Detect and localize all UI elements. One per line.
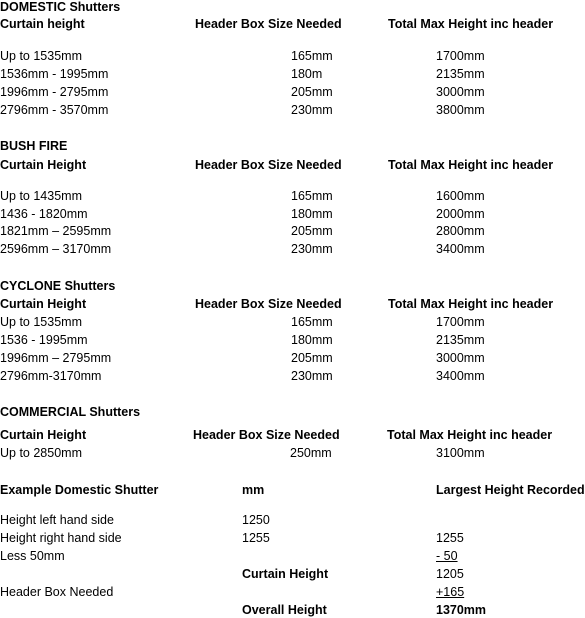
commercial-title: COMMERCIAL Shutters xyxy=(0,405,141,419)
bushfire-row-2-total: 2000mm xyxy=(436,207,485,221)
example-less-value: - 50 xyxy=(436,549,458,563)
domestic-title: DOMESTIC Shutters xyxy=(0,0,121,14)
bushfire-row-3-curtain: 1821mm – 2595mm xyxy=(0,224,112,238)
bushfire-header-box: Header Box Size Needed xyxy=(195,158,342,172)
cyclone-header-curtain: Curtain Height xyxy=(0,297,87,311)
cyclone-row-4-box: 230mm xyxy=(291,369,333,383)
example-curtain-label: Curtain Height xyxy=(242,567,329,581)
bushfire-row-1-curtain: Up to 1435mm xyxy=(0,189,82,203)
bushfire-row-3-box: 205mm xyxy=(291,224,333,238)
bushfire-row-4-box: 230mm xyxy=(291,242,333,256)
domestic-row-4-curtain: 2796mm - 3570mm xyxy=(0,103,109,117)
cyclone-row-2-box: 180mm xyxy=(291,333,333,347)
domestic-row-4-box: 230mm xyxy=(291,103,333,117)
example-header-mm: mm xyxy=(242,483,265,497)
domestic-row-2-box: 180m xyxy=(291,67,323,81)
cyclone-header-total: Total Max Height inc header xyxy=(388,297,554,311)
commercial-row-1-box: 250mm xyxy=(290,446,332,460)
bushfire-row-3-total: 2800mm xyxy=(436,224,485,238)
cyclone-row-4-total: 3400mm xyxy=(436,369,485,383)
bushfire-header-curtain: Curtain Height xyxy=(0,158,87,172)
domestic-row-4-total: 3800mm xyxy=(436,103,485,117)
cyclone-row-1-curtain: Up to 1535mm xyxy=(0,315,82,329)
domestic-row-1-box: 165mm xyxy=(291,49,333,63)
example-curtain-value: 1205 xyxy=(436,567,464,581)
bushfire-row-2-curtain: 1436 - 1820mm xyxy=(0,207,88,221)
example-height-right-recorded: 1255 xyxy=(436,531,464,545)
domestic-header-box: Header Box Size Needed xyxy=(195,17,342,31)
domestic-row-1-curtain: Up to 1535mm xyxy=(0,49,82,63)
cyclone-row-3-box: 205mm xyxy=(291,351,333,365)
commercial-header-total: Total Max Height inc header xyxy=(387,428,553,442)
bushfire-title: BUSH FIRE xyxy=(0,139,68,153)
cyclone-row-3-total: 3000mm xyxy=(436,351,485,365)
bushfire-row-1-total: 1600mm xyxy=(436,189,485,203)
domestic-row-1-total: 1700mm xyxy=(436,49,485,63)
domestic-header-curtain: Curtain height xyxy=(0,17,85,31)
example-header-box-label: Header Box Needed xyxy=(0,585,114,599)
domestic-row-3-total: 3000mm xyxy=(436,85,485,99)
bushfire-row-4-curtain: 2596mm – 3170mm xyxy=(0,242,112,256)
cyclone-row-1-box: 165mm xyxy=(291,315,333,329)
cyclone-row-4-curtain: 2796mm-3170mm xyxy=(0,369,102,383)
example-height-left-value: 1250 xyxy=(242,513,270,527)
cyclone-title: CYCLONE Shutters xyxy=(0,279,116,293)
domestic-header-total: Total Max Height inc header xyxy=(388,17,554,31)
domestic-row-3-box: 205mm xyxy=(291,85,333,99)
commercial-header-box: Header Box Size Needed xyxy=(193,428,340,442)
example-header-largest: Largest Height Recorded xyxy=(436,483,585,497)
bushfire-row-1-box: 165mm xyxy=(291,189,333,203)
bushfire-row-2-box: 180mm xyxy=(291,207,333,221)
cyclone-row-2-total: 2135mm xyxy=(436,333,485,347)
domestic-row-2-curtain: 1536mm - 1995mm xyxy=(0,67,109,81)
domestic-row-2-total: 2135mm xyxy=(436,67,485,81)
domestic-row-3-curtain: 1996mm - 2795mm xyxy=(0,85,109,99)
cyclone-row-3-curtain: 1996mm – 2795mm xyxy=(0,351,112,365)
bushfire-header-total: Total Max Height inc header xyxy=(388,158,554,172)
cyclone-header-box: Header Box Size Needed xyxy=(195,297,342,311)
example-height-right-value: 1255 xyxy=(242,531,270,545)
commercial-row-1-curtain: Up to 2850mm xyxy=(0,446,82,460)
example-header-label: Example Domestic Shutter xyxy=(0,483,159,497)
example-overall-value: 1370mm xyxy=(436,603,487,617)
commercial-row-1-total: 3100mm xyxy=(436,446,485,460)
example-overall-label: Overall Height xyxy=(242,603,327,617)
bushfire-row-4-total: 3400mm xyxy=(436,242,485,256)
cyclone-row-1-total: 1700mm xyxy=(436,315,485,329)
example-height-left-label: Height left hand side xyxy=(0,513,114,527)
cyclone-row-2-curtain: 1536 - 1995mm xyxy=(0,333,88,347)
commercial-header-curtain: Curtain Height xyxy=(0,428,87,442)
example-height-right-label: Height right hand side xyxy=(0,531,122,545)
example-less-label: Less 50mm xyxy=(0,549,65,563)
example-header-box-value: +165 xyxy=(436,585,465,599)
